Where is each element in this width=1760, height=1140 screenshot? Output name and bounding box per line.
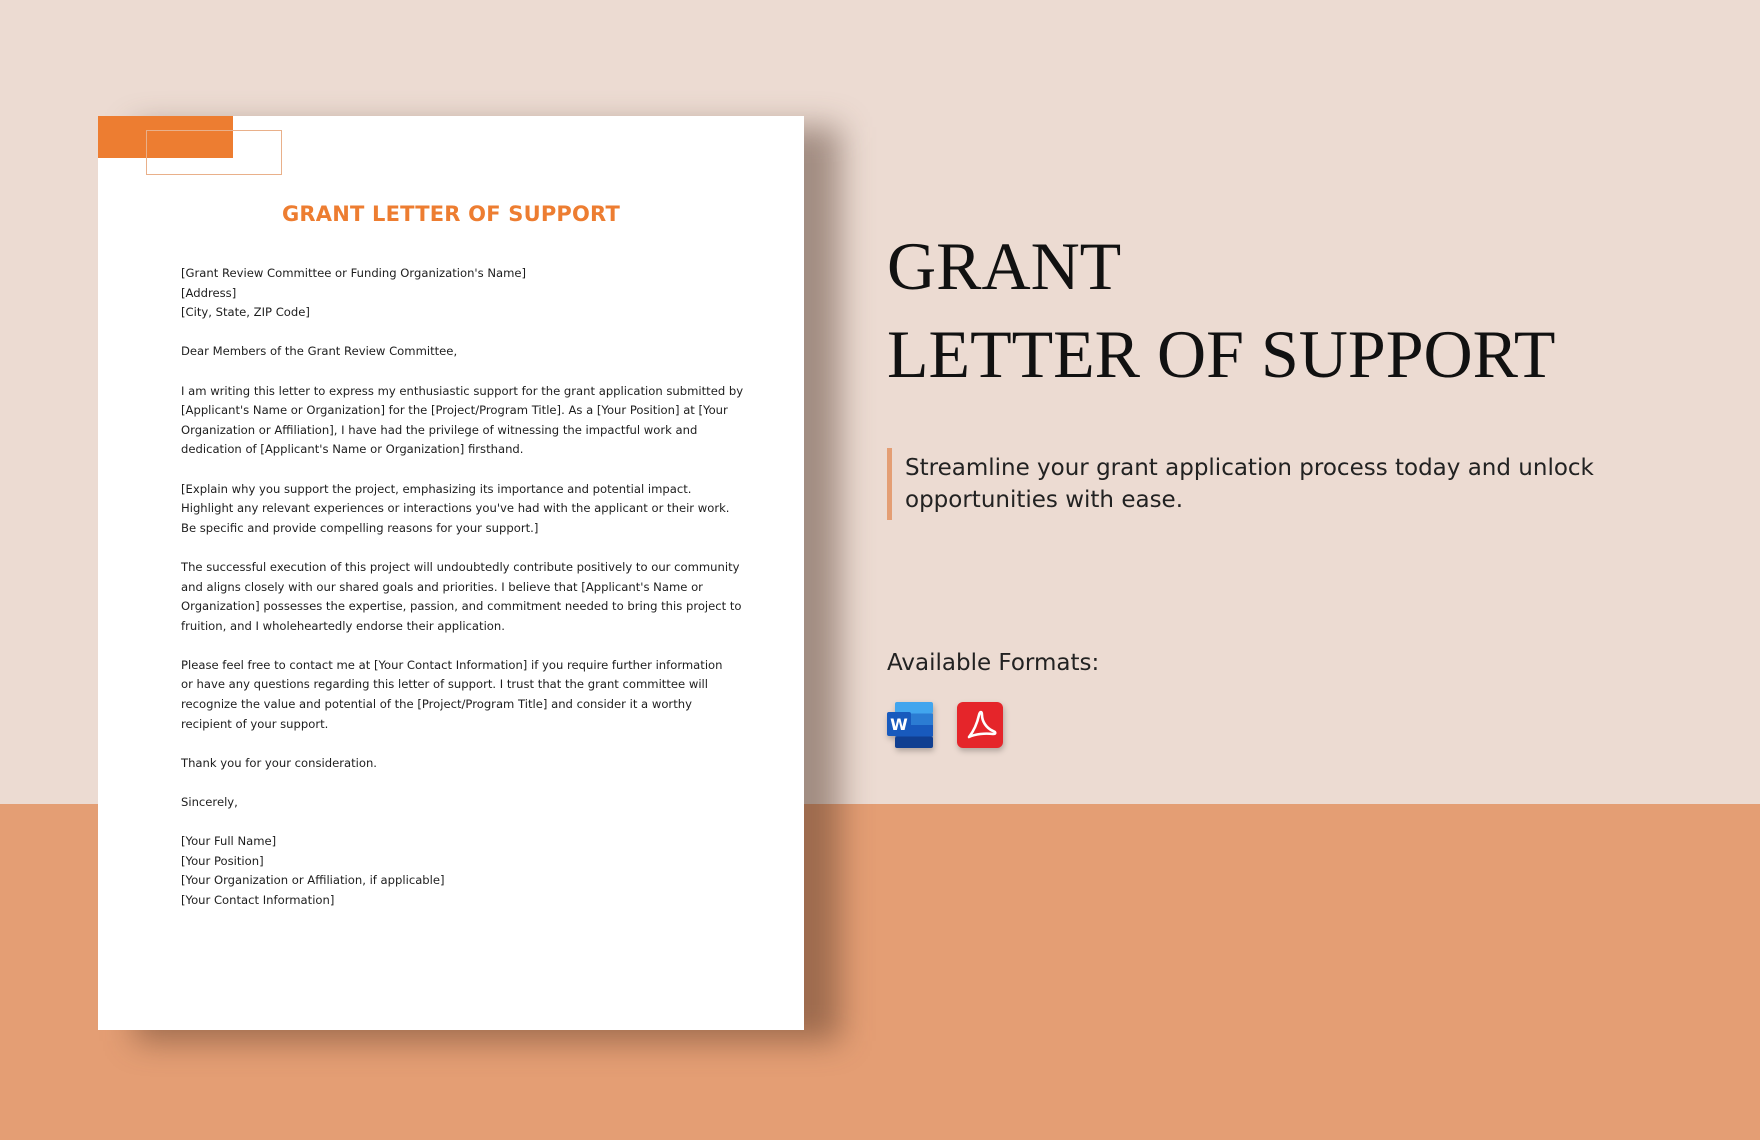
document-paragraph	[181, 793, 741, 813]
document-line: Organization or Affiliation], I have had the privilege of witnessing the impactful work and	[181, 422, 698, 437]
document-line: [Explain why you support the project, emphasizing its importance and potential impact.	[181, 481, 692, 496]
document-line: Organization] possesses the expertise, passion, and commitment needed to bring this project to	[181, 599, 742, 614]
document-title: GRANT LETTER OF SUPPORT	[281, 202, 621, 226]
document-line: dedication of [Applicant's Name or Organization] firsthand.	[181, 442, 524, 457]
document-paragraph	[181, 480, 741, 539]
word-icon-letter: W	[890, 715, 908, 734]
document-line: Dear Members of the Grant Review Committee,	[181, 344, 458, 359]
document-paragraph	[181, 342, 741, 362]
document-line: recipient of your support.	[181, 716, 329, 731]
document-line: [Your Position]	[181, 853, 264, 868]
document-line: [Your Full Name]	[181, 834, 277, 849]
document-line: Highlight any relevant experiences or interactions you've had with the applicant or their work.	[181, 501, 730, 516]
document-line: [Applicant's Name or Organization] for the [Project/Program Title]. As a [Your Position] at [Your	[181, 403, 728, 418]
hero-title-line1: GRANT	[887, 228, 1122, 304]
word-icon[interactable]	[887, 702, 933, 748]
document-body	[181, 264, 744, 930]
hero-title-line2: LETTER OF SUPPORT	[887, 316, 1556, 392]
tagline-accent-bar	[887, 448, 892, 520]
document-line: recognize the value and potential of the [Project/Program Title] and consider it a worthy	[181, 697, 692, 712]
document-accent-outline	[146, 130, 282, 175]
document-paragraph	[181, 558, 741, 636]
document-line: [Grant Review Committee or Funding Organization's Name]	[181, 266, 527, 280]
document-paragraph	[181, 754, 741, 774]
hero-title	[887, 222, 1555, 398]
document-line: Thank you for your consideration.	[181, 755, 377, 770]
document-line: I am writing this letter to express my enthusiastic support for the grant application submitted by	[181, 383, 744, 398]
document-line: Be specific and provide compelling reasons for your support.]	[181, 520, 539, 535]
document-line: [Your Contact Information]	[181, 893, 335, 907]
tagline-line2: opportunities with ease.	[905, 487, 1184, 513]
document-line: fruition, and I wholeheartedly endorse their application.	[181, 618, 505, 633]
document-paragraph	[181, 832, 741, 910]
document-paragraph	[181, 264, 741, 323]
document-paragraph	[181, 656, 741, 734]
available-formats-label: Available Formats:	[887, 650, 1100, 676]
document-line: Sincerely,	[181, 795, 238, 810]
tagline	[905, 452, 1665, 516]
document-line: Please feel free to contact me at [Your Contact Information] if you require further information	[181, 657, 723, 672]
document-paragraph	[181, 382, 744, 460]
document-line: The successful execution of this project will undoubtedly contribute positively to our community	[181, 559, 740, 574]
pdf-icon[interactable]	[957, 702, 1003, 748]
document-line: [Your Organization or Affiliation, if applicable]	[181, 873, 445, 888]
document-line: [Address]	[181, 285, 237, 300]
document-line: or have any questions regarding this letter of support. I trust that the grant committee will	[181, 677, 709, 692]
tagline-line1: Streamline your grant application process today and unlock	[905, 455, 1594, 481]
document-line: [City, State, ZIP Code]	[181, 305, 310, 320]
document-preview	[98, 116, 804, 1030]
document-line: and aligns closely with our shared goals and priorities. I believe that [Applicant's Name or	[181, 579, 703, 594]
